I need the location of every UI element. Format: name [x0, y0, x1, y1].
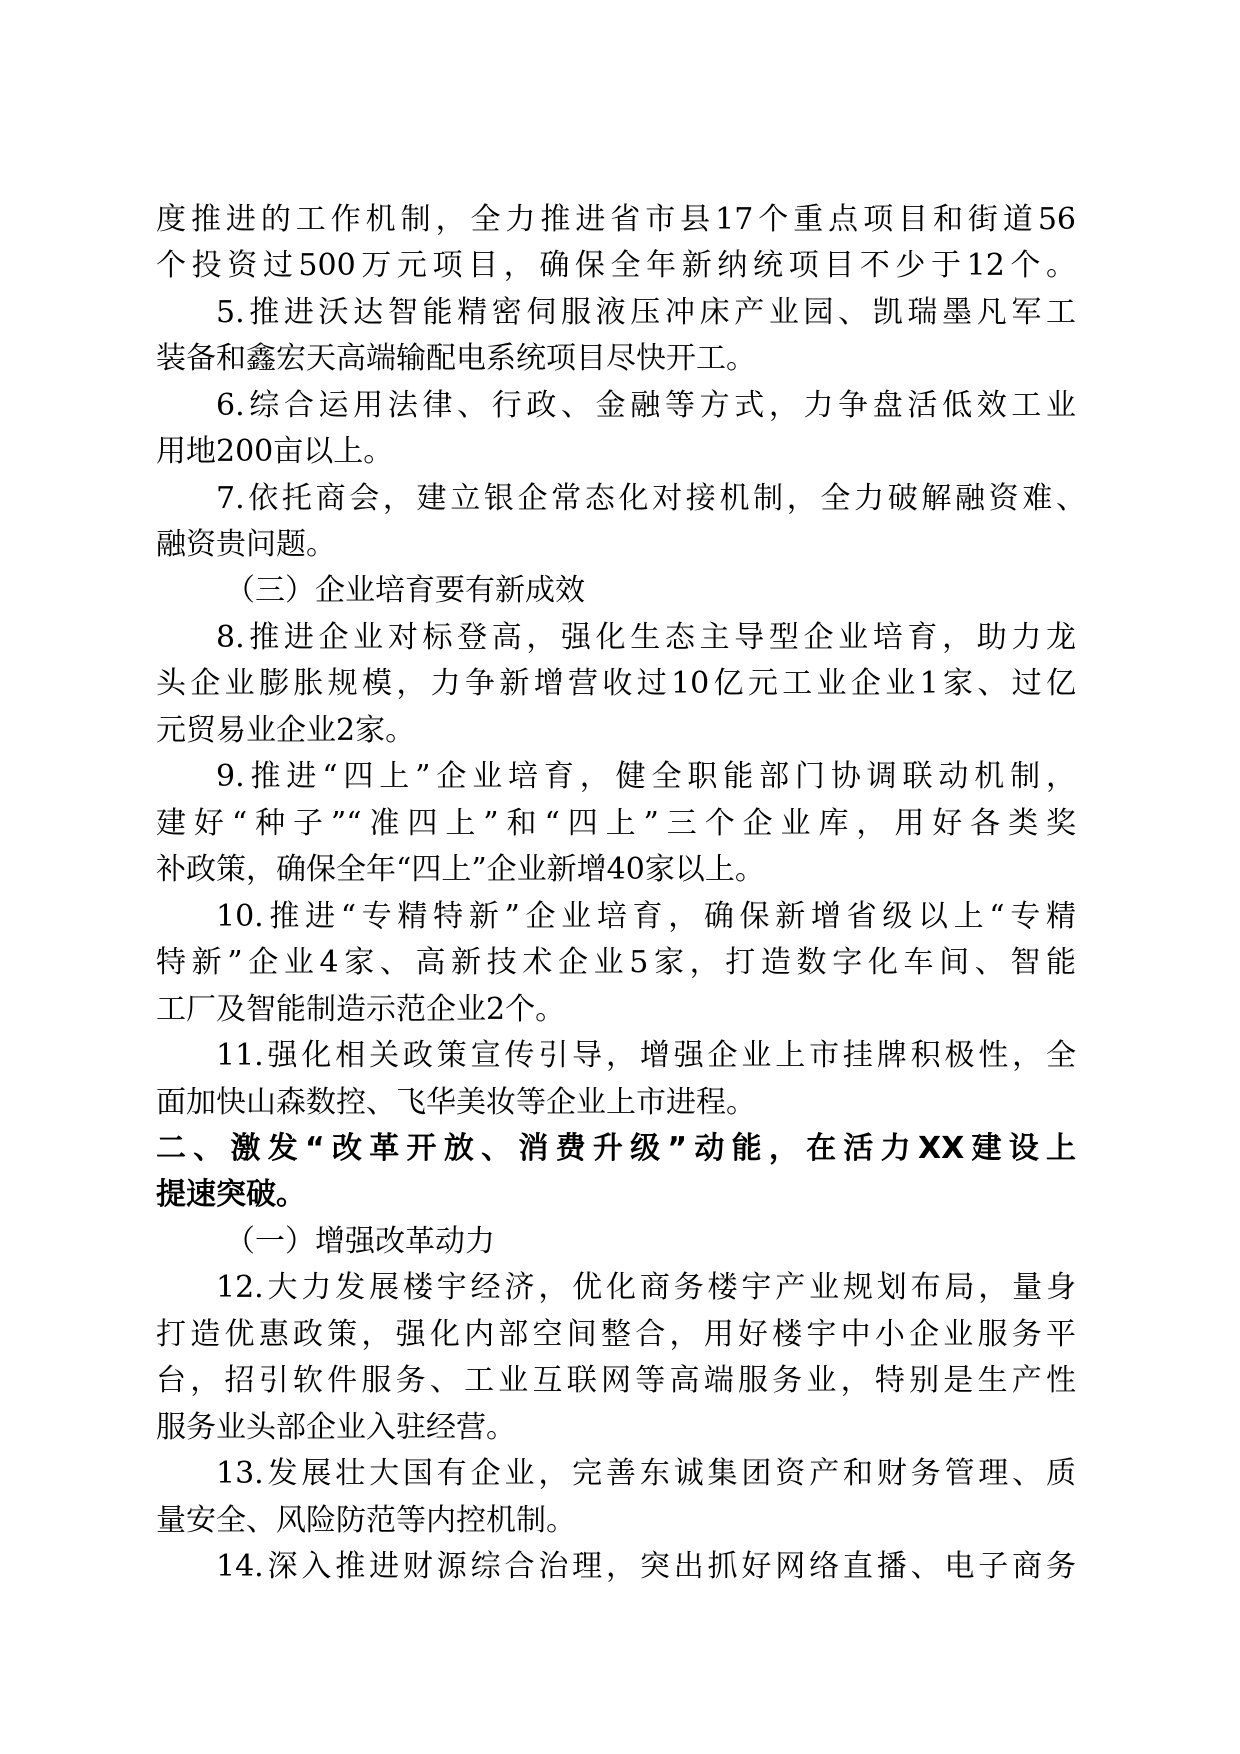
paragraph-line: 服务业头部企业入驻经营。	[156, 1410, 516, 1445]
list-item-8: 8.推进企业对标登高，强化生态主导型企业培育，助力龙	[216, 620, 1076, 655]
list-item-7: 7.依托商会，建立银企常态化对接机制，全力破解融资难、	[216, 481, 1086, 516]
chapter-heading-2-cont: 提速突破。	[156, 1177, 306, 1212]
paragraph-line: 个投资过500万元项目，确保全年新纳统项目不少于12个。	[156, 248, 1076, 283]
paragraph-line: 头企业膨胀规模，力争新增营收过10亿元工业企业1家、过亿	[156, 666, 1076, 701]
paragraph-line: 度推进的工作机制，全力推进省市县17个重点项目和街道56	[156, 202, 1076, 237]
paragraph-line: 建好“种子”“准四上”和“四上”三个企业库，用好各类奖	[156, 806, 1076, 841]
paragraph-line: 台，招引软件服务、工业互联网等高端服务业，特别是生产性	[156, 1363, 1076, 1398]
list-item-14: 14.深入推进财源综合治理，突出抓好网络直播、电子商务	[216, 1549, 1076, 1584]
paragraph-line: 特新”企业4家、高新技术企业5家，打造数字化车间、智能	[156, 945, 1076, 980]
list-item-5: 5.推进沃达智能精密伺服液压冲床产业园、凯瑞墨凡军工	[216, 295, 1076, 330]
paragraph-line: 融资贵问题。	[156, 527, 336, 562]
paragraph-line: 面加快山森数控、飞华美妆等企业上市进程。	[156, 1085, 756, 1120]
paragraph-line: 装备和鑫宏天高端输配电系统项目尽快开工。	[156, 341, 756, 376]
paragraph-line: 元贸易业企业2家。	[156, 713, 416, 748]
list-item-10: 10.推进“专精特新”企业培育，确保新增省级以上“专精	[216, 899, 1076, 934]
paragraph-line: 补政策，确保全年“四上”企业新增40家以上。	[156, 852, 765, 887]
paragraph-line: 量安全、风险防范等内控机制。	[156, 1503, 576, 1538]
section-heading-3: （三）企业培育要有新成效	[225, 573, 585, 608]
paragraph-line: 打造优惠政策，强化内部空间整合，用好楼宇中小企业服务平	[156, 1317, 1076, 1352]
list-item-6: 6.综合运用法律、行政、金融等方式，力争盘活低效工业	[216, 388, 1076, 423]
paragraph-line: 用地200亩以上。	[156, 434, 394, 469]
section-heading-1: （一）增强改革动力	[225, 1224, 495, 1259]
paragraph-line: 工厂及智能制造示范企业2个。	[156, 992, 566, 1027]
list-item-11: 11.强化相关政策宣传引导，增强企业上市挂牌积极性，全	[216, 1038, 1076, 1073]
list-item-9: 9.推进“四上”企业培育，健全职能部门协调联动机制，	[216, 759, 1076, 794]
chapter-heading-2: 二、激发“改革开放、消费升级”动能，在活力XX建设上	[156, 1131, 1076, 1166]
list-item-13: 13.发展壮大国有企业，完善东诚集团资产和财务管理、质	[216, 1456, 1076, 1491]
list-item-12: 12.大力发展楼宇经济，优化商务楼宇产业规划布局，量身	[216, 1270, 1076, 1305]
